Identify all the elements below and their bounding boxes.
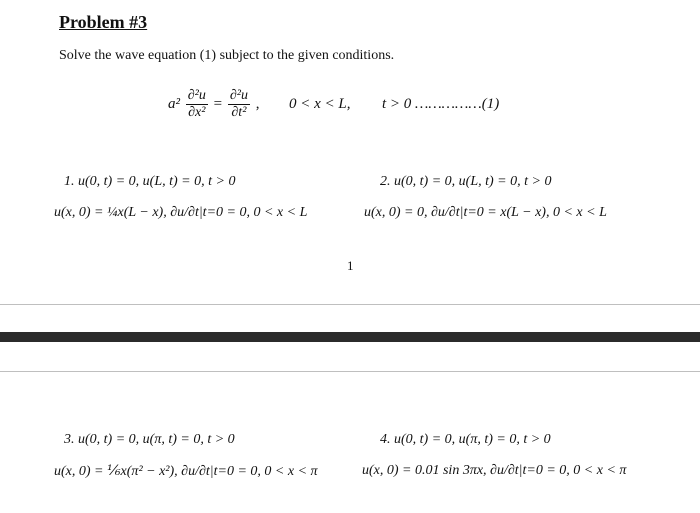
- equals-sign: =: [213, 95, 223, 112]
- rhs-numerator: ∂²u: [229, 88, 248, 103]
- problem-4-line-2: u(x, 0) = 0.01 sin 3πx, ∂u/∂t|t=0 = 0, 0 < x < π: [362, 463, 627, 478]
- problem-2-line-2: u(x, 0) = 0, ∂u/∂t|t=0 = x(L − x), 0 < x < L: [364, 205, 607, 220]
- rhs-denominator: ∂t²: [231, 105, 247, 120]
- problem-1-line-2: u(x, 0) = ¼x(L − x), ∂u/∂t|t=0 = 0, 0 < x < L: [54, 205, 308, 220]
- page-separator-bar: [0, 332, 700, 342]
- lhs-denominator: ∂x²: [188, 105, 206, 120]
- t-domain-and-label: t > 0 ……………(1): [381, 95, 500, 112]
- problem-instructions: Solve the wave equation (1) subject to the given conditions.: [59, 48, 395, 63]
- problem-1-line-1: 1. u(0, t) = 0, u(L, t) = 0, t > 0: [64, 174, 236, 189]
- wave-equation: [168, 88, 499, 121]
- problem-4-line-1: 4. u(0, t) = 0, u(π, t) = 0, t > 0: [380, 432, 551, 447]
- problem-2-line-1: 2. u(0, t) = 0, u(L, t) = 0, t > 0: [380, 174, 552, 189]
- page-divider-top: [0, 304, 700, 305]
- x-domain: 0 < x < L,: [288, 95, 351, 112]
- problem-3-line-1: 3. u(0, t) = 0, u(π, t) = 0, t > 0: [64, 432, 235, 447]
- page-number: 1: [347, 258, 354, 273]
- equation-coefficient: a²: [168, 95, 180, 112]
- rhs-fraction: [228, 88, 250, 121]
- problem-title: Problem #3: [59, 12, 148, 32]
- lhs-fraction: [186, 88, 208, 121]
- comma: ,: [255, 95, 260, 112]
- problem-3-line-2: u(x, 0) = ⅙x(π² − x²), ∂u/∂t|t=0 = 0, 0 < x < π: [54, 464, 318, 479]
- page-divider-bottom: [0, 371, 700, 372]
- lhs-numerator: ∂²u: [187, 88, 206, 103]
